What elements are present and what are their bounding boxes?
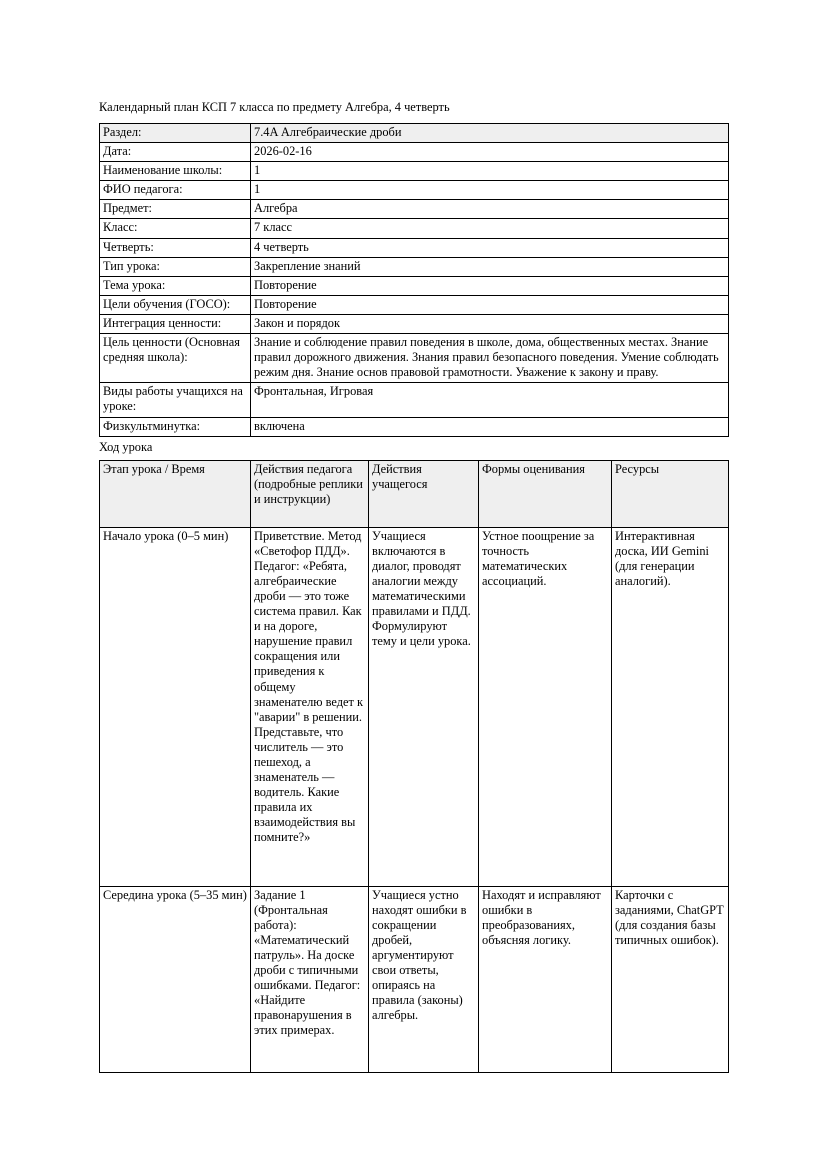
- info-label: Класс:: [100, 219, 251, 238]
- table-row: [100, 527, 729, 886]
- column-header-resources: Ресурсы: [612, 460, 729, 527]
- lesson-flow-caption: Ход урока: [99, 439, 153, 454]
- lesson-info-table: [99, 123, 729, 437]
- teacher-actions-cell: Приветствие. Метод «Светофор ПДД». Педагог: «Ребята, алгебраические дроби — это тоже система правил. Как и на дороге, нарушение правил сокращения или приведения к общему знаменателю ведет к "аварии" в решении. Представьте, что числитель — это пешеход, а знаменатель — водитель. Какие правила их взаимодействия вы помните?»: [251, 527, 369, 886]
- table-row: [100, 886, 729, 1072]
- table-row: [100, 383, 729, 417]
- table-row: [100, 219, 729, 238]
- info-value: 4 четверть: [251, 238, 729, 257]
- stage-cell: Начало урока (0–5 мин): [100, 527, 251, 886]
- info-value: 7.4A Алгебраические дроби: [251, 124, 729, 143]
- info-value: Повторение: [251, 276, 729, 295]
- info-label: Интеграция ценности:: [100, 314, 251, 333]
- table-header-row: [100, 460, 729, 527]
- info-label: Наименование школы:: [100, 162, 251, 181]
- table-row: [100, 334, 729, 383]
- info-label: Цели обучения (ГОСО):: [100, 295, 251, 314]
- info-label: Раздел:: [100, 124, 251, 143]
- page-content: [99, 100, 728, 1073]
- info-value: Фронтальная, Игровая: [251, 383, 729, 417]
- lesson-info-body: [100, 124, 729, 437]
- info-label: Тема урока:: [100, 276, 251, 295]
- info-value: Знание и соблюдение правил поведения в школе, дома, общественных местах. Знание правил дорожного движения. Знания правил безопасного поведения. Умение соблюдать режим дня. Знание основ правовой грамотности. Уважение к закону и праву.: [251, 334, 729, 383]
- info-label: Тип урока:: [100, 257, 251, 276]
- assessment-cell: Находят и исправляют ошибки в преобразованиях, объясняя логику.: [479, 886, 612, 1072]
- lesson-flow-body: [100, 527, 729, 1072]
- column-header-assessment: Формы оценивания: [479, 460, 612, 527]
- table-row: [100, 295, 729, 314]
- student-actions-cell: Учащиеся устно находят ошибки в сокращении дробей, аргументируют свои ответы, опираясь на правила (законы) алгебры.: [369, 886, 479, 1072]
- info-value: 1: [251, 162, 729, 181]
- table-row: [100, 162, 729, 181]
- info-value: 7 класс: [251, 219, 729, 238]
- table-row: [100, 276, 729, 295]
- table-row: [100, 238, 729, 257]
- info-label: Физкультминутка:: [100, 417, 251, 436]
- info-label: Четверть:: [100, 238, 251, 257]
- table-row: [100, 417, 729, 436]
- table-row: [100, 143, 729, 162]
- info-value: Алгебра: [251, 200, 729, 219]
- lesson-flow-table: [99, 460, 729, 1073]
- info-label: ФИО педагога:: [100, 181, 251, 200]
- info-value: включена: [251, 417, 729, 436]
- info-value: 1: [251, 181, 729, 200]
- info-label: Предмет:: [100, 200, 251, 219]
- table-row: [100, 200, 729, 219]
- table-row: [100, 124, 729, 143]
- column-header-student-actions: Действия учащегося: [369, 460, 479, 527]
- student-actions-cell: Учащиеся включаются в диалог, проводят аналогии между математическими правилами и ПДД. Формулируют тему и цели урока.: [369, 527, 479, 886]
- info-value: 2026-02-16: [251, 143, 729, 162]
- info-value: Повторение: [251, 295, 729, 314]
- table-row: [100, 314, 729, 333]
- table-row: [100, 257, 729, 276]
- stage-cell: Середина урока (5–35 мин): [100, 886, 251, 1072]
- resources-cell: Интерактивная доска, ИИ Gemini (для генерации аналогий).: [612, 527, 729, 886]
- info-value: Закон и порядок: [251, 314, 729, 333]
- resources-cell: Карточки с заданиями, ChatGPT (для создания базы типичных ошибок).: [612, 886, 729, 1072]
- table-row: [100, 181, 729, 200]
- column-header-stage: Этап урока / Время: [100, 460, 251, 527]
- column-header-teacher-actions: Действия педагога (подробные реплики и инструкции): [251, 460, 369, 527]
- info-label: Дата:: [100, 143, 251, 162]
- assessment-cell: Устное поощрение за точность математических ассоциаций.: [479, 527, 612, 886]
- page-title: Календарный план КСП 7 класса по предмету Алгебра, 4 четверть: [99, 100, 450, 114]
- teacher-actions-cell: Задание 1 (Фронтальная работа): «Математический патруль». На доске дроби с типичными ошибками. Педагог: «Найдите правонарушения в этих примерах.: [251, 886, 369, 1072]
- info-label: Виды работы учащихся на уроке:: [100, 383, 251, 417]
- lesson-flow-head: [100, 460, 729, 527]
- info-value: Закрепление знаний: [251, 257, 729, 276]
- info-label: Цель ценности (Основная средняя школа):: [100, 334, 251, 383]
